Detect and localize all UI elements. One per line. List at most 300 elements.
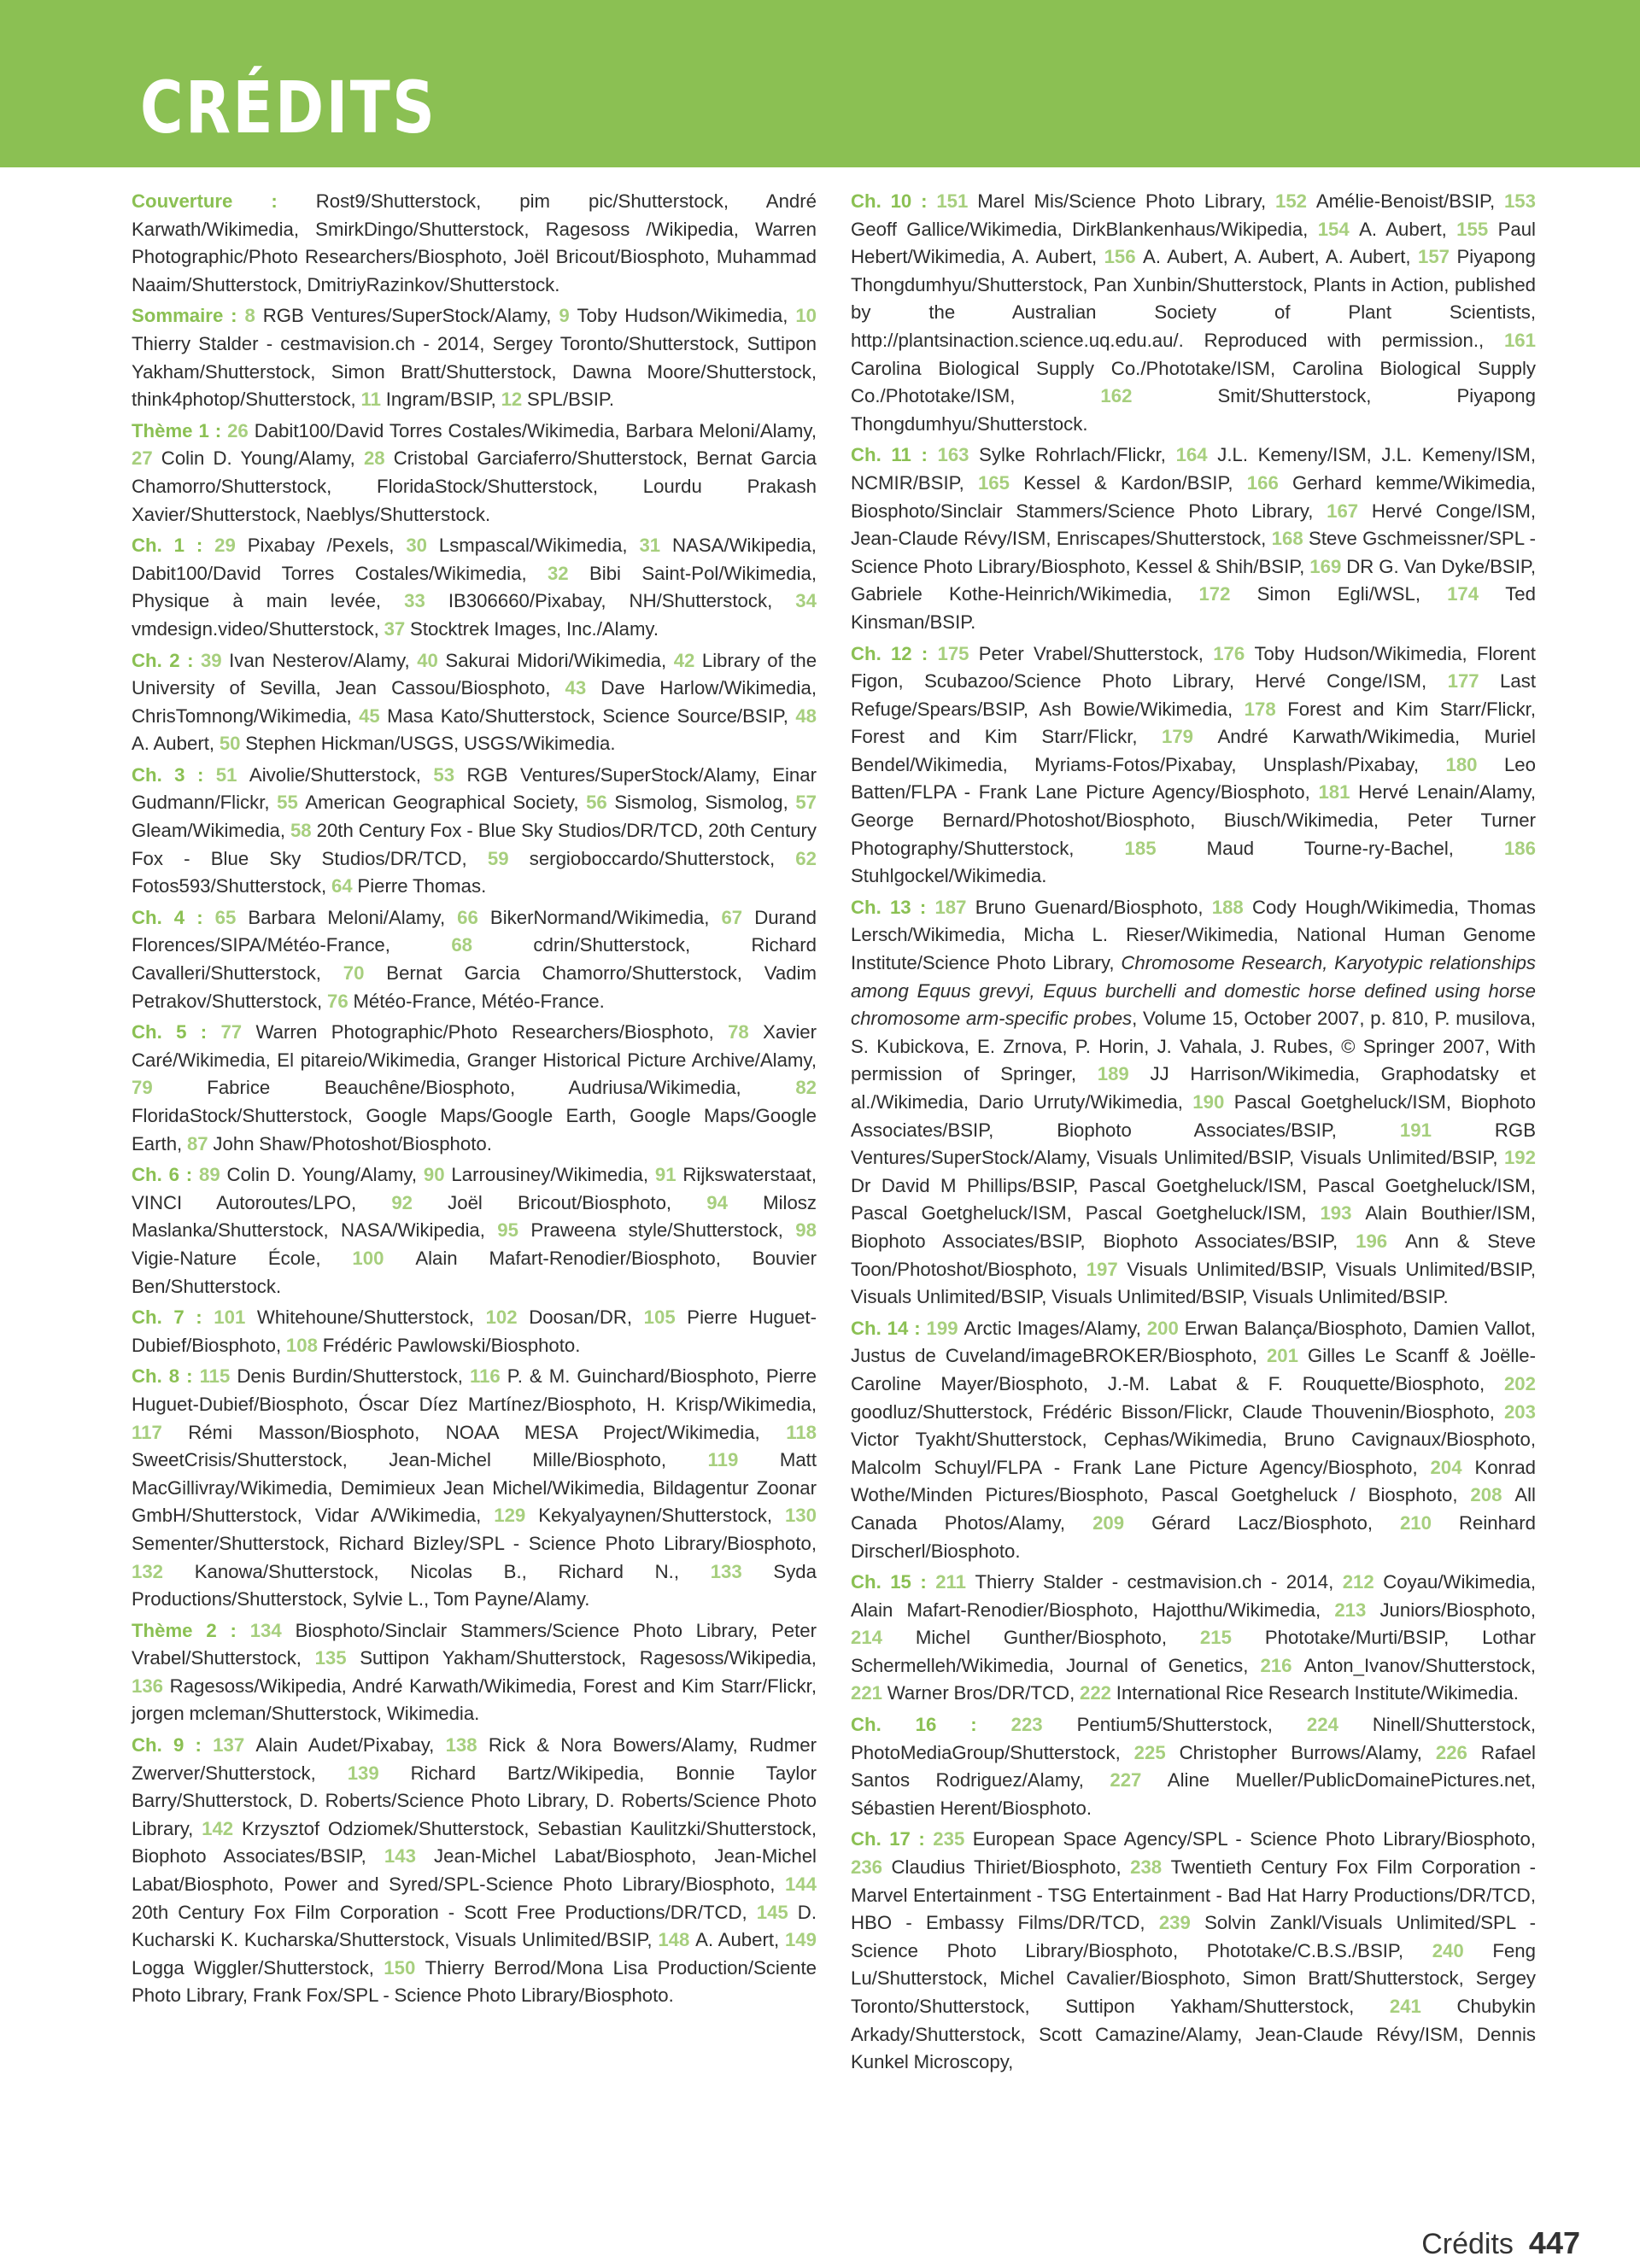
credit-text: Toby Hudson/Wikimedia, [577, 305, 796, 327]
page-ref-number: 136 [132, 1675, 170, 1697]
page-ref-number: 32 [547, 562, 589, 584]
page-ref-number: 164 [1175, 444, 1218, 466]
credit-text: Frédéric Pawlowski/Biosphoto. [322, 1334, 581, 1356]
page-ref-number: 191 [1399, 1119, 1495, 1141]
page-ref-number: 211 [935, 1571, 975, 1593]
credit-text: Pierre Huguet-Dubief/Biosphoto, [132, 1306, 817, 1356]
credit-text: Joël Bricout/Biosphoto, [448, 1191, 707, 1213]
credit-text: Michel Gunther/Biosphoto, [915, 1627, 1200, 1649]
page-ref-number: 227 [1110, 1769, 1168, 1792]
entry-heading: Ch. 10 : [851, 190, 937, 212]
credit-text: Visuals Unlimited/BSIP, Visuals Unlimited/BSIP, Visuals Unlimited/BSIP, Visuals Unlimited/BSIP, Visuals Unlimited/BSIP. [851, 1258, 1536, 1308]
credit-text: Durand Florences/SIPA/Météo-France, [132, 906, 817, 956]
page-ref-number: 30 [406, 535, 439, 557]
credit-entry [132, 647, 817, 758]
page-ref-number: 180 [1445, 753, 1504, 775]
credit-text: Stuhlgockel/Wikimedia. [851, 865, 1047, 887]
credit-text: Whitehoune/Shutterstock, [256, 1306, 486, 1329]
page-ref-number: 82 [795, 1077, 817, 1099]
credit-text: Smit/Shutterstock, Piyapong Thongdumhyu/Shutterstock. [851, 385, 1536, 435]
italic-citation: Chromosome Research, Karyotypic relationships among Equus grevyi, Equus burchelli and domestic horse defined using horse chromosome arm-specific probes [851, 952, 1536, 1030]
credit-text: Denis Burdin/Shutterstock, [237, 1365, 470, 1388]
page-ref-number: 176 [1213, 642, 1255, 664]
credit-text: Rémi Masson/Biosphoto, NOAA MESA Project/Wikimedia, [188, 1421, 787, 1443]
page-ref-number: 186 [1503, 837, 1536, 859]
page-ref-number: 172 [1198, 583, 1257, 605]
page-ref-number: 169 [1309, 555, 1347, 577]
credit-text: Reinhard Dirscherl/Biosphoto. [851, 1511, 1536, 1562]
page-ref-number: 117 [132, 1421, 189, 1443]
page-ref-number: 139 [347, 1762, 411, 1784]
entry-heading: Thème 2 : [132, 1619, 250, 1641]
credit-text: Ann & Steve Toon/Photoshot/Biosphoto, [851, 1230, 1536, 1280]
credit-text: All Canada Photos/Alamy, [851, 1484, 1536, 1534]
page-ref-number: 9 [559, 305, 577, 327]
page-ref-number: 70 [343, 962, 387, 985]
credit-text: Logga Wiggler/Shutterstock, [132, 1956, 384, 1979]
page-ref-number: 215 [1199, 1627, 1265, 1649]
page-ref-number: 193 [1320, 1202, 1366, 1225]
credit-text: A. Aubert, [132, 733, 220, 755]
credit-text: Sismolog, Sismolog, [614, 792, 796, 814]
page-ref-number: 155 [1456, 218, 1498, 240]
credit-entry [851, 1569, 1536, 1708]
page-ref-number: 33 [404, 590, 448, 612]
page-ref-number: 188 [1211, 896, 1252, 918]
credit-text: Sylke Rohrlach/Flickr, [979, 444, 1176, 466]
page-ref-number: 187 [934, 896, 975, 918]
page-ref-number: 197 [1086, 1258, 1128, 1280]
page-ref-number: 76 [326, 990, 354, 1012]
credit-text: J.L. Kemeny/ISM, J.L. Kemeny/ISM, NCMIR/BSIP, [851, 444, 1536, 494]
page-ref-number: 154 [1317, 218, 1360, 240]
credit-text: Ivan Nesterov/Alamy, [229, 649, 418, 671]
credit-text: Thierry Stalder - cestmavision.ch - 2014, [975, 1571, 1343, 1593]
page-ref-number: 203 [1503, 1400, 1536, 1423]
page-ref-number: 143 [384, 1845, 435, 1868]
credit-text: Météo-France, Météo-France. [353, 990, 605, 1012]
page-ref-number: 51 [215, 763, 249, 786]
page-ref-number: 102 [485, 1306, 530, 1329]
entry-heading: Ch. 9 : [132, 1734, 214, 1757]
credit-text: Kessel & Kardon/BSIP, [1023, 471, 1247, 494]
credit-text: Victor Tyakht/Shutterstock, Cephas/Wikimedia, Bruno Cavignaux/Biosphoto, Malcolm Schuyl/FLPA - Frank Lane Picture Agency/Biosphoto, [851, 1429, 1536, 1478]
page-ref-number: 91 [654, 1164, 683, 1186]
credit-text: Steve Gschmeissner/SPL - Science Photo Library/Biosphoto, Kessel & Shih/BSIP, [851, 528, 1536, 577]
page-ref-number: 129 [494, 1505, 539, 1527]
page-ref-number: 115 [199, 1365, 237, 1388]
page-ref-number: 55 [277, 792, 306, 814]
credit-text: Rick & Nora Bowers/Alamy, Rudmer Zwerver/Shutterstock, [132, 1734, 817, 1784]
page-ref-number: 138 [445, 1734, 489, 1757]
page-ref-number: 235 [933, 1828, 973, 1850]
page-ref-number: 165 [977, 471, 1024, 494]
credit-text: Aline Mueller/PublicDomainePictures.net, Sébastien Herent/Biosphoto. [851, 1769, 1536, 1819]
entry-heading: Sommaire : [132, 305, 245, 327]
entry-heading: Ch. 15 : [851, 1571, 936, 1593]
credit-text: Christopher Burrows/Alamy, [1179, 1741, 1436, 1763]
page-ref-number: 29 [214, 535, 248, 557]
page-ref-number: 185 [1124, 837, 1207, 859]
page-ref-number: 77 [220, 1021, 256, 1043]
credit-text: Bruno Guenard/Biosphoto, [975, 896, 1212, 918]
page-ref-number: 144 [784, 1873, 817, 1896]
page-ref-number: 31 [639, 535, 673, 557]
credit-text: BikerNormand/Wikimedia, [489, 906, 722, 928]
entry-heading: Ch. 14 : [851, 1317, 927, 1339]
entry-heading: Ch. 7 : [132, 1306, 214, 1329]
credit-text: cdrin/Shutterstock, Richard Cavalleri/Shutterstock, [132, 934, 817, 985]
credit-entry [851, 188, 1536, 438]
credit-text: André Karwath/Wikimedia, Muriel Bendel/Wikimedia, Myriams-Fotos/Pixabay, Unsplash/Pixabay, [851, 726, 1536, 775]
page-ref-number: 201 [1266, 1345, 1309, 1367]
credit-text: Gleam/Wikimedia, [132, 820, 290, 842]
page-ref-number: 28 [363, 447, 394, 470]
credit-text: Gilles Le Scanff & Joëlle-Caroline Mayer/Biosphoto, J.-M. Labat & F. Rouquette/Biosphoto, [851, 1345, 1536, 1394]
credit-text: Juniors/Biosphoto, [1379, 1599, 1536, 1621]
credit-text: Forest and Kim Starr/Flickr, Forest and Kim Starr/Flickr, [851, 698, 1536, 748]
credit-text: European Space Agency/SPL - Science Photo Library/Biosphoto, [972, 1828, 1537, 1850]
credit-text: Matt MacGillivray/Wikimedia, Demimieux Jean Michel/Wikimedia, Bildagentur Zoonar GmbH/Shutterstock, Vidar A/Wikimedia, [132, 1449, 817, 1527]
credit-text: SweetCrisis/Shutterstock, Jean-Michel Mille/Biosphoto, [132, 1449, 708, 1471]
credit-text: Colin D. Young/Alamy, [226, 1164, 424, 1186]
credit-text: Warner Bros/DR/TCD, [887, 1682, 1080, 1704]
entry-heading: Ch. 1 : [132, 535, 215, 557]
page-ref-number: 89 [199, 1164, 227, 1186]
page-ref-number: 98 [795, 1219, 817, 1242]
page-ref-number: 148 [658, 1929, 696, 1951]
page-ref-number: 142 [202, 1817, 242, 1839]
page-ref-number: 174 [1447, 583, 1506, 605]
page-ref-number: 175 [937, 642, 979, 664]
credit-text: Rost9/Shutterstock, pim pic/Shutterstock, André Karwath/Wikimedia, SmirkDingo/Shutterstock, Ragesoss /Wikipedia, Warren Photographic/Photo Researchers/Biosphoto, Joël Bricout/Biosphoto, Muhammad Naaim/Shutterstock, DmitriyRazinkov/Shutterstock. [132, 190, 817, 295]
page-ref-number: 226 [1435, 1741, 1481, 1763]
credit-text: Thierry Stalder - cestmavision.ch - 2014, Sergey Toronto/Shutterstock, Suttipon Yakham/Shutterstock, Simon Bratt/Shutterstock, Dawna Moore/Shutterstock, think4photop/Shutterstock, [132, 332, 817, 411]
credit-text: RGB Ventures/SuperStock/Alamy, [262, 305, 559, 327]
page-ref-number: 56 [586, 792, 615, 814]
credit-text: JJ Harrison/Wikimedia, Graphodatsky et al./Wikimedia, Dario Urruty/Wikimedia, [851, 1063, 1536, 1113]
page-ref-number: 151 [936, 190, 978, 212]
entry-heading: Ch. 11 : [851, 444, 938, 466]
credit-entry [132, 1732, 817, 2010]
page-ref-number: 213 [1334, 1599, 1380, 1621]
credit-text: DR G. Van Dyke/BSIP, Gabriele Kothe-Heinrich/Wikimedia, [851, 555, 1536, 605]
credit-text: Carolina Biological Supply Co./Phototake/ISM, Carolina Biological Supply Co./Phototake/ISM, [851, 357, 1536, 407]
page-ref-number: 34 [795, 590, 817, 612]
credit-text: Alain Mafart-Renodier/Biosphoto, Bouvier Ben/Shutterstock. [132, 1247, 817, 1297]
credit-text: Ingram/BSIP, [385, 389, 501, 411]
credit-text: Sementer/Shutterstock, Richard Bizley/SPL - Science Photo Library/Biosphoto, [132, 1532, 817, 1554]
page-ref-number: 209 [1092, 1511, 1152, 1534]
page-ref-number: 157 [1418, 246, 1457, 268]
credit-text: Stephen Hickman/USGS, USGS/Wikimedia. [245, 733, 616, 755]
credit-entry [851, 441, 1536, 636]
credits-column-left [132, 188, 817, 2014]
page-ref-number: 59 [487, 847, 530, 869]
page-ref-number: 161 [1503, 329, 1536, 351]
credit-text: Ninell/Shutterstock, PhotoMediaGroup/Shutterstock, [851, 1714, 1536, 1763]
credit-text: Doosan/DR, [529, 1306, 644, 1329]
page-number: 447 [1528, 2225, 1580, 2260]
page-ref-number: 239 [1158, 1912, 1205, 1934]
page-ref-number: 240 [1432, 1939, 1493, 1961]
credit-text: Maud Tourne-ry-Bachel, [1206, 837, 1504, 859]
page-ref-number: 119 [707, 1449, 780, 1471]
page-ref-number: 130 [784, 1505, 817, 1527]
credit-text: Kanowa/Shutterstock, Nicolas B., Richard N., [194, 1560, 711, 1582]
page-ref-number: 137 [213, 1734, 256, 1757]
credit-text: Claudius Thiriet/Biosphoto, [891, 1856, 1131, 1879]
page-ref-number: 11 [360, 389, 386, 411]
credit-text: Larrousiney/Wikimedia, [451, 1164, 655, 1186]
page-ref-number: 132 [132, 1560, 195, 1582]
credit-text: Twentieth Century Fox Film Corporation - Marvel Entertainment - TSG Entertainment - Bad Hat Harry Productions/DR/TCD, HBO - Embassy Films/DR/TCD, [851, 1856, 1536, 1934]
credit-text: Dabit100/David Torres Costales/Wikimedia, Barbara Meloni/Alamy, [254, 419, 817, 441]
credit-entry [851, 1315, 1536, 1565]
credit-entry [132, 1019, 817, 1158]
page-ref-number: 105 [643, 1306, 688, 1329]
entry-heading: Ch. 2 : [132, 649, 201, 671]
footer-section-label: Crédits [1421, 2228, 1514, 2260]
page-ref-number: 241 [1389, 1996, 1457, 2017]
entry-heading: Ch. 4 : [132, 906, 215, 928]
page-ref-number: 216 [1260, 1654, 1304, 1676]
credit-text: Fotos593/Shutterstock, [132, 875, 331, 897]
entry-heading: Ch. 16 : [851, 1714, 1011, 1736]
page-header-band [0, 0, 1640, 167]
page-ref-number: 166 [1246, 471, 1292, 494]
page-ref-number: 200 [1146, 1317, 1185, 1339]
page-ref-number: 27 [132, 447, 161, 470]
page-ref-number: 65 [214, 906, 249, 928]
page-ref-number: 199 [926, 1317, 964, 1339]
credit-text: Colin D. Young/Alamy, [161, 447, 364, 470]
credit-text: Alain Bouthier/ISM, Biophoto Associates/BSIP, Biophoto Associates/BSIP, [851, 1202, 1536, 1252]
credit-text: P. & M. Guinchard/Biosphoto, Pierre Huguet-Dubief/Biosphoto, Óscar Díez Martínez/Biosphoto, H. Krisp/Wikimedia, [132, 1365, 817, 1415]
credit-text: Ragesoss/Wikipedia, André Karwath/Wikimedia, Forest and Kim Starr/Flickr, jorgen mcleman/Shutterstock, Wikimedia. [132, 1675, 817, 1725]
credit-text: Gerhard kemme/Wikimedia, Biosphoto/Sinclair Stammers/Science Photo Library, [851, 471, 1536, 522]
credit-text: 20th Century Fox Film Corporation - Scott Free Productions/DR/TCD, [132, 1901, 757, 1923]
credit-entry [132, 418, 817, 529]
credit-text: Dave Harlow/Wikimedia, ChrisTomnong/Wikimedia, [132, 677, 817, 727]
entry-heading: Ch. 13 : [851, 896, 935, 918]
page-ref-number: 236 [851, 1856, 892, 1879]
credit-text: D. Kucharski K. Kucharska/Shutterstock, Visuals Unlimited/BSIP, [132, 1901, 817, 1951]
credit-text: Krzysztof Odziomek/Shutterstock, Sebastian Kaulitzki/Shutterstock, Biophoto Associates/BSIP, [132, 1817, 817, 1868]
page-ref-number: 210 [1399, 1511, 1459, 1534]
credit-text: RGB Ventures/SuperStock/Alamy, Einar Gudmann/Flickr, [132, 763, 817, 814]
credit-text: Leo Batten/FLPA - Frank Lane Picture Agency/Biosphoto, [851, 753, 1536, 804]
page-ref-number: 12 [501, 389, 528, 411]
credit-text: Richard Bartz/Wikipedia, Bonnie Taylor Barry/Shutterstock, D. Roberts/Science Photo Library, D. Roberts/Science Photo Library, [132, 1762, 817, 1839]
credit-entry [851, 1826, 1536, 2076]
page-ref-number: 212 [1342, 1571, 1384, 1593]
page-ref-number: 202 [1503, 1372, 1536, 1394]
page-ref-number: 189 [1097, 1063, 1151, 1085]
page-ref-number: 153 [1503, 190, 1536, 212]
credit-entry [132, 532, 817, 643]
page-ref-number: 87 [186, 1132, 214, 1154]
page-ref-number: 149 [784, 1929, 817, 1951]
credit-text: Hervé Lenain/Alamy, George Bernard/Photoshot/Biosphoto, Biusch/Wikimedia, Peter Turner Photography/Shutterstock, [851, 781, 1536, 859]
credit-text: Toby Hudson/Wikimedia, Florent Figon, Scubazoo/Science Photo Library, Hervé Conge/ISM, [851, 642, 1536, 693]
entry-heading: Couverture : [132, 190, 316, 212]
credit-text: Pentium5/Shutterstock, [1076, 1714, 1307, 1736]
credit-text: NASA/Wikipedia, Dabit100/David Torres Costales/Wikimedia, [132, 535, 817, 584]
page-ref-number: 162 [1100, 385, 1218, 407]
credit-text: Masa Kato/Shutterstock, Science Source/BSIP, [387, 704, 796, 727]
entry-heading: Ch. 3 : [132, 763, 216, 786]
credit-text: American Geographical Society, [305, 792, 587, 814]
credit-text: Feng Lu/Shutterstock, Michel Cavalier/Biosphoto, Simon Bratt/Shutterstock, Sergey Toronto/Shutterstock, Suttipon Yakham/Shutterstock, [851, 1939, 1536, 2017]
page-ref-number: 225 [1133, 1741, 1180, 1763]
page-ref-number: 168 [1271, 528, 1309, 550]
credit-text: Stocktrek Images, Inc./Alamy. [410, 617, 659, 640]
credit-text: Arctic Images/Alamy, [964, 1317, 1147, 1339]
page-ref-number: 192 [1503, 1147, 1536, 1169]
credit-text: Erwan Balança/Biosphoto, Damien Vallot, Justus de Cuveland/imageBROKER/Biosphoto, [851, 1317, 1536, 1367]
credit-text: goodluz/Shutterstock, Frédéric Bisson/Flickr, Claude Thouvenin/Biosphoto, [851, 1400, 1504, 1423]
page-ref-number: 177 [1447, 670, 1501, 693]
credit-text: Phototake/Murti/BSIP, Lothar Schermelleh/Wikimedia, Journal of Genetics, [851, 1627, 1537, 1676]
entry-heading: Thème 1 : [132, 419, 228, 441]
page-ref-number: 40 [417, 649, 446, 671]
page-ref-number: 221 [851, 1682, 887, 1704]
page-ref-number: 150 [384, 1956, 425, 1979]
credit-text: Peter Vrabel/Shutterstock, [978, 642, 1214, 664]
credit-text: Rafael Santos Rodriguez/Alamy, [851, 1741, 1536, 1792]
credit-text: Cody Hough/Wikimedia, Thomas Lersch/Wikimedia, Micha L. Rieser/Wikimedia, National Human Genome Institute/Science Photo Library, [851, 896, 1537, 974]
credit-text: , Volume 15, October 2007, p. 810, P. musilova, S. Kubickova, E. Zrnova, P. Horin, J. Vahala, J. Rubes, © Springer 2007, With permission of Springer, [851, 1008, 1536, 1085]
page-ref-number: 37 [384, 617, 411, 640]
credit-text: Simon Egli/WSL, [1256, 583, 1448, 605]
page-ref-number: 163 [937, 444, 980, 466]
credit-text: Pixabay /Pexels, [247, 535, 407, 557]
credit-text: Anton_Ivanov/Shutterstock, [1303, 1654, 1536, 1676]
page-ref-number: 181 [1318, 781, 1359, 804]
credit-text: Hervé Conge/ISM, Jean-Claude Révy/ISM, Enriscapes/Shutterstock, [851, 500, 1536, 550]
credit-entry [132, 188, 817, 299]
page-ref-number: 43 [565, 677, 601, 699]
credit-text: Biosphoto/Sinclair Stammers/Science Photo Library, Peter Vrabel/Shutterstock, [132, 1619, 817, 1669]
page-ref-number: 50 [219, 733, 246, 755]
page-ref-number: 58 [290, 820, 317, 842]
page-ref-number: 238 [1130, 1856, 1171, 1879]
credit-entry [132, 302, 817, 413]
page-ref-number: 224 [1306, 1714, 1373, 1736]
credit-text: Jean-Michel Labat/Biosphoto, Jean-Michel Labat/Biosphoto, Power and Syred/SPL-Science Photo Library/Biosphoto, [132, 1845, 817, 1896]
credit-text: Library of the University of Sevilla, Jean Cassou/Biosphoto, [132, 649, 817, 699]
page-ref-number: 223 [1010, 1714, 1077, 1736]
credit-entry [132, 1617, 817, 1728]
page-ref-number: 190 [1192, 1091, 1234, 1113]
credit-text: Coyau/Wikimedia, Alain Mafart-Renodier/Biosphoto, Hajotthu/Wikimedia, [851, 1571, 1536, 1621]
credit-text: Fabrice Beauchêne/Biosphoto, Audriusa/Wikimedia, [207, 1077, 796, 1099]
page-ref-number: 48 [795, 704, 817, 727]
credit-text: Pierre Thomas. [357, 875, 487, 897]
credit-text: Vigie-Nature École, [132, 1247, 353, 1269]
credit-text: Rijkswaterstaat, VINCI Autoroutes/LPO, [132, 1164, 817, 1213]
credit-text: FloridaStock/Shutterstock, Google Maps/Google Earth, Google Maps/Google Earth, [132, 1105, 817, 1154]
page-ref-number: 8 [244, 305, 263, 327]
entry-heading: Ch. 6 : [132, 1164, 200, 1186]
page-title: CRÉDITS [140, 66, 437, 149]
page-ref-number: 57 [795, 792, 817, 814]
credit-entry [851, 640, 1536, 891]
credit-text: Geoff Gallice/Wikimedia, DirkBlankenhaus/Wikipedia, [851, 218, 1318, 240]
credit-text: Konrad Wothe/Minden Pictures/Biosphoto, Pascal Goetgheluck / Biosphoto, [851, 1456, 1536, 1506]
credit-text: Suttipon Yakham/Shutterstock, Ragesoss/Wikipedia, [360, 1647, 817, 1669]
page-ref-number: 79 [132, 1077, 208, 1099]
credit-text: Dr David M Phillips/BSIP, Pascal Goetgheluck/ISM, Pascal Goetgheluck/ISM, Pascal Goetgheluck/ISM, Pascal Goetgheluck/ISM, [851, 1174, 1536, 1225]
credit-text: IB306660/Pixabay, NH/Shutterstock, [448, 590, 796, 612]
page-ref-number: 208 [1470, 1484, 1515, 1506]
page-ref-number: 133 [710, 1560, 774, 1582]
credit-text: Alain Audet/Pixabay, [255, 1734, 446, 1757]
page-ref-number: 156 [1104, 246, 1144, 268]
page-ref-number: 66 [457, 906, 490, 928]
page-ref-number: 26 [227, 419, 255, 441]
page-footer [1421, 2225, 1580, 2259]
credit-text: Milosz Maslanka/Shutterstock, NASA/Wikipedia, [132, 1191, 817, 1242]
page-ref-number: 45 [359, 704, 388, 727]
credit-text: Syda Productions/Shutterstock, Sylvie L., Tom Payne/Alamy. [132, 1560, 817, 1610]
page-ref-number: 178 [1244, 698, 1288, 720]
credit-text: Barbara Meloni/Alamy, [248, 906, 458, 928]
page-ref-number: 10 [795, 305, 817, 327]
page-ref-number: 204 [1430, 1456, 1475, 1478]
credit-text: sergioboccardo/Shutterstock, [529, 847, 796, 869]
credits-column-right [851, 188, 1536, 2080]
credit-text: vmdesign.video/Shutterstock, [132, 617, 384, 640]
credit-text: Piyapong Thongdumhyu/Shutterstock, Pan Xunbin/Shutterstock, Plants in Action, published by the Australian Society of Plant Scientists, http://plantsinaction.science.uq.edu.au/. Reproduced with permission., [851, 246, 1536, 351]
page-ref-number: 222 [1080, 1682, 1116, 1704]
credit-entry [132, 1304, 817, 1359]
page-ref-number: 78 [728, 1021, 764, 1043]
page-ref-number: 94 [706, 1191, 764, 1213]
credit-text: Pascal Goetgheluck/ISM, Biophoto Associates/BSIP, Biophoto Associates/BSIP, [851, 1091, 1536, 1141]
credit-text: Marel Mis/Science Photo Library, [977, 190, 1275, 212]
credit-entry [132, 1363, 817, 1613]
credit-text: Praweena style/Shutterstock, [530, 1219, 796, 1242]
credit-entry [132, 762, 817, 901]
page-ref-number: 62 [795, 847, 817, 869]
page-ref-number: 100 [352, 1247, 416, 1269]
page-ref-number: 118 [786, 1421, 817, 1443]
page-ref-number: 64 [331, 875, 358, 897]
credit-entry [851, 894, 1536, 1312]
page-ref-number: 92 [391, 1191, 448, 1213]
credit-text: International Rice Research Institute/Wikimedia. [1116, 1682, 1519, 1704]
credit-text: Sakurai Midori/Wikimedia, [445, 649, 674, 671]
page-ref-number: 134 [249, 1619, 296, 1641]
credit-text: Solvin Zankl/Visuals Unlimited/SPL - Science Photo Library/Biosphoto, Phototake/C.B.S./BSIP, [851, 1912, 1536, 1961]
credit-text: A. Aubert, [1359, 218, 1457, 240]
credit-text: Last Refuge/Spears/BSIP, Ash Bowie/Wikimedia, [851, 670, 1536, 720]
credit-text: Xavier Caré/Wikimedia, El pitareio/Wikimedia, Granger Historical Picture Archive/Alamy, [132, 1021, 817, 1071]
credit-text: Amélie-Benoist/BSIP, [1315, 190, 1504, 212]
page-ref-number: 108 [285, 1334, 323, 1356]
page-ref-number: 42 [673, 649, 702, 671]
credit-text: A. Aubert, A. Aubert, A. Aubert, [1143, 246, 1418, 268]
page-ref-number: 53 [433, 763, 467, 786]
credit-text: Bibi Saint-Pol/Wikimedia, Physique à main levée, [132, 562, 817, 612]
credit-text: Aivolie/Shutterstock, [249, 763, 434, 786]
page-ref-number: 167 [1327, 500, 1372, 522]
credit-text: RGB Ventures/SuperStock/Alamy, Visuals Unlimited/BSIP, Visuals Unlimited/BSIP, [851, 1119, 1536, 1169]
credit-text: Gérard Lacz/Biosphoto, [1151, 1511, 1400, 1534]
page-ref-number: 152 [1275, 190, 1316, 212]
